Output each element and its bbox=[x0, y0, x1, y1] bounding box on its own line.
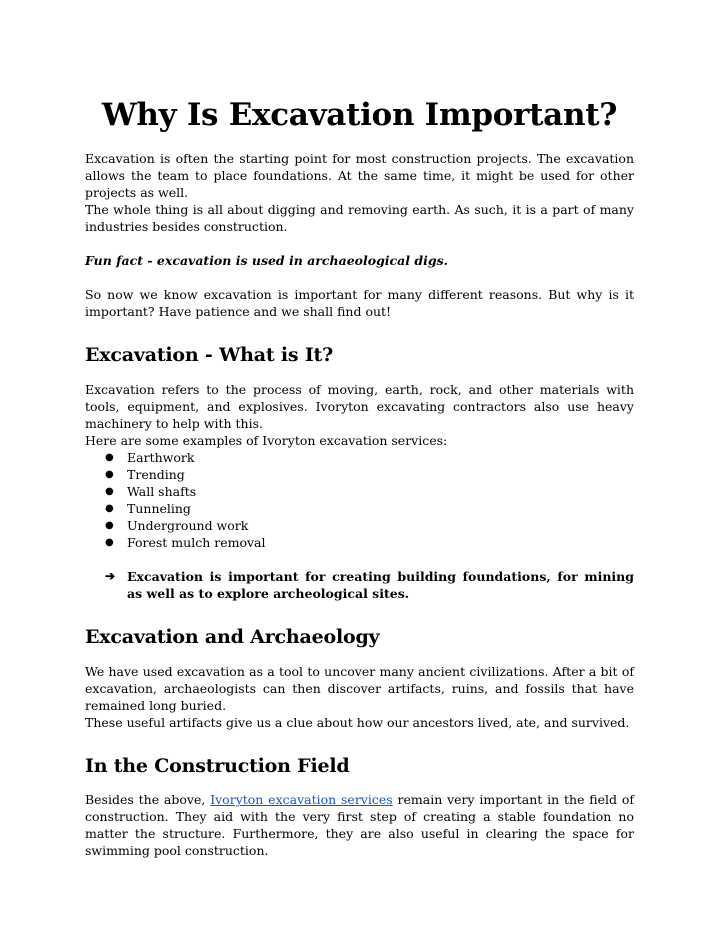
arrow-right-icon: ➔ bbox=[105, 568, 116, 583]
bullet-icon: ● bbox=[105, 485, 114, 497]
list-item bbox=[103, 500, 634, 517]
spacer bbox=[85, 320, 634, 344]
list-item bbox=[103, 449, 634, 466]
list-item bbox=[103, 483, 634, 500]
construction-paragraph bbox=[85, 791, 634, 859]
page-title: Why Is Excavation Important? bbox=[101, 97, 618, 133]
section-heading-construction: In the Construction Field bbox=[85, 754, 350, 777]
intro-paragraph-3: So now we know excavation is important for many different reasons. But why is it important? Have patience and we shall find out! bbox=[85, 287, 634, 320]
list-item bbox=[103, 534, 634, 551]
document-page bbox=[85, 98, 634, 859]
list-item-label: Wall shafts bbox=[127, 483, 197, 499]
list-item bbox=[103, 466, 634, 483]
what-paragraph-1: Excavation refers to the process of moving, earth, rock, and other materials with tools, equipment, and explosives. Ivoryton excavating contractors also use heavy machinery to help with this. bbox=[85, 381, 634, 431]
spacer bbox=[85, 602, 634, 626]
what-paragraph-2: Here are some examples of Ivoryton excavation services: bbox=[85, 432, 448, 448]
ivoryton-excavation-link[interactable]: Ivoryton excavation services bbox=[210, 792, 393, 808]
archaeology-paragraph-2: These useful artifacts give us a clue about how our ancestors lived, ate, and survived. bbox=[85, 714, 630, 730]
list-item-label: Underground work bbox=[127, 517, 249, 533]
fun-fact: Fun fact - excavation is used in archaeological digs. bbox=[85, 253, 448, 269]
bullet-icon: ● bbox=[105, 536, 114, 548]
spacer bbox=[85, 551, 634, 568]
list-item-label: Tunneling bbox=[127, 500, 191, 516]
section-heading-what: Excavation - What is It? bbox=[85, 344, 334, 367]
list-item-label: Trending bbox=[127, 466, 185, 482]
construction-text-after: remain very important in the field of construction. They aid with the very first step of creating a stable foundation no matter the structure. Furthermore, they are also useful in clearing the space for swimming pool construction. bbox=[85, 792, 635, 859]
archaeology-paragraph-1: We have used excavation as a tool to uncover many ancient civilizations. After a bit of excavation, archaeologists can then discover artifacts, ruins, and fossils that have remained long buried. bbox=[85, 663, 634, 713]
list-item bbox=[103, 517, 634, 534]
bullet-icon: ● bbox=[105, 468, 114, 480]
spacer bbox=[85, 731, 634, 755]
intro-paragraph-2: The whole thing is all about digging and removing earth. As such, it is a part of many industries besides construction. bbox=[85, 202, 634, 235]
bullet-icon: ● bbox=[105, 502, 114, 514]
spacer bbox=[85, 235, 634, 252]
services-list bbox=[85, 449, 634, 551]
arrow-callout bbox=[85, 568, 634, 602]
list-item-label: Earthwork bbox=[127, 449, 195, 465]
arrow-callout-text: Excavation is important for creating building foundations, for mining as well as to explore archeological sites. bbox=[127, 568, 634, 601]
intro-paragraph-1: Excavation is often the starting point for most construction projects. The excavation allows the team to place foundations. At the same time, it might be used for other projects as well. bbox=[85, 151, 634, 201]
list-item-label: Forest mulch removal bbox=[127, 534, 266, 550]
bullet-icon: ● bbox=[105, 519, 114, 531]
section-heading-archaeology: Excavation and Archaeology bbox=[85, 625, 380, 648]
bullet-icon: ● bbox=[105, 451, 114, 463]
construction-text-before: Besides the above, bbox=[85, 792, 211, 808]
spacer bbox=[85, 269, 634, 286]
